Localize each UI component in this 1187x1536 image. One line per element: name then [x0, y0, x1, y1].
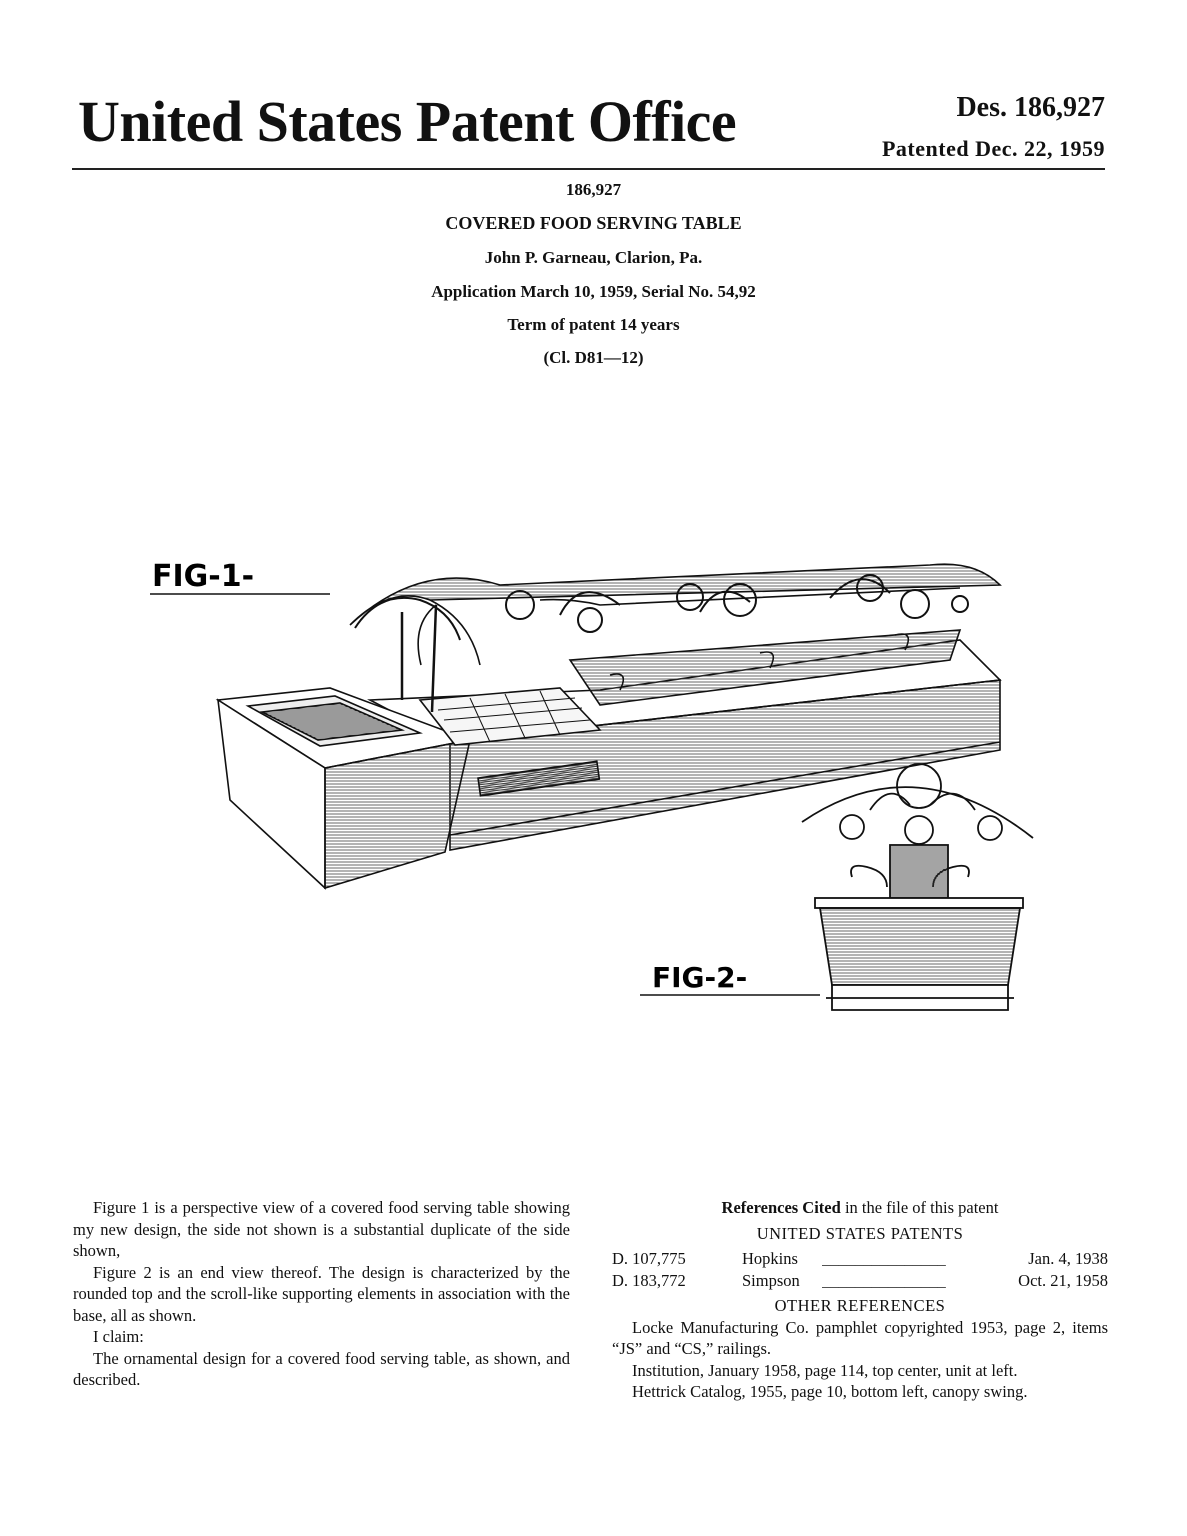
description-paragraph-2: Figure 2 is an end view thereof. The design is characterized by the rounded top and the scroll-like supporting elements in association with the base, all as shown.	[73, 1262, 570, 1325]
description-paragraph-1: Figure 1 is a perspective view of a covered food serving table showing my new design, the side not shown is a substantial duplicate of the side shown,	[73, 1198, 570, 1260]
other-reference: Institution, January 1958, page 114, top center, unit at left.	[632, 1360, 1018, 1380]
figure-2-drawing	[802, 764, 1033, 1010]
classification: (Cl. D81—12)	[543, 348, 644, 367]
inventor: John P. Garneau, Clarion, Pa.	[484, 248, 703, 267]
us-patents-heading: UNITED STATES PATENTS	[756, 1223, 964, 1243]
patent-number: 186,927	[565, 180, 622, 199]
ref-name: Simpson	[742, 1270, 800, 1290]
ref-date: Oct. 21, 1958	[1018, 1270, 1108, 1290]
patented-date: Patented Dec. 22, 1959	[881, 136, 1105, 161]
patent-title: COVERED FOOD SERVING TABLE	[445, 213, 742, 233]
references-heading-rest: in the file of this patent	[840, 1198, 999, 1217]
claim-heading: I claim:	[93, 1327, 144, 1346]
svg-text:FIG-1-: FIG-1-	[152, 559, 255, 594]
other-reference: Locke Manufacturing Co. pamphlet copyrighted 1953, page 2, items “JS” and “CS,” railings.	[612, 1317, 1108, 1358]
table-row	[612, 1248, 1108, 1270]
ref-name: Hopkins	[742, 1249, 798, 1268]
office-title: United States Patent Office	[78, 89, 737, 154]
figure-1-label	[150, 559, 330, 594]
table-row	[612, 1270, 1108, 1292]
ref-leader: _______________	[822, 1270, 946, 1290]
ref-number: D. 107,775	[612, 1249, 686, 1268]
figure-1-drawing	[218, 564, 1000, 888]
references-section	[612, 1197, 1108, 1403]
design-patent-number: Des. 186,927	[956, 92, 1105, 123]
claim-text: The ornamental design for a covered food serving table, as shown, and described.	[73, 1348, 570, 1389]
figure-2-label	[640, 961, 820, 995]
other-references-heading: OTHER REFERENCES	[774, 1296, 946, 1315]
ref-number: D. 183,772	[612, 1270, 686, 1290]
references-heading-bold: References Cited	[721, 1198, 841, 1217]
us-patents-table	[612, 1248, 1108, 1291]
ref-date: Jan. 4, 1938	[1028, 1249, 1108, 1268]
references-heading	[612, 1197, 1108, 1219]
description-section	[73, 1197, 570, 1391]
application-info: Application March 10, 1959, Serial No. 54,92	[431, 282, 756, 301]
other-reference: Hettrick Catalog, 1955, page 10, bottom left, canopy swing.	[632, 1382, 1028, 1401]
ref-leader: _______________	[822, 1249, 946, 1268]
other-references-list	[612, 1317, 1108, 1403]
svg-text:FIG-2-: FIG-2-	[652, 961, 748, 994]
patent-term: Term of patent 14 years	[507, 315, 680, 334]
